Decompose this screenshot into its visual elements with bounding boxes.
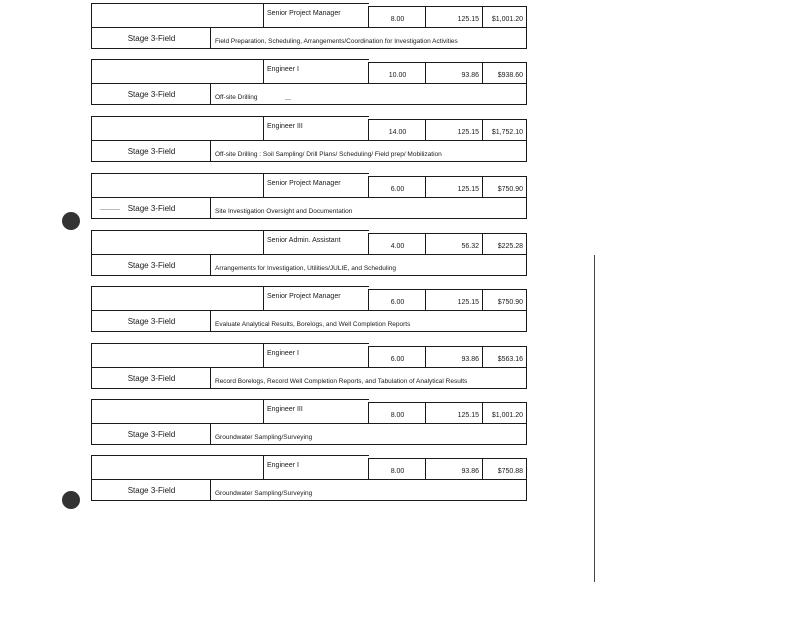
stage-cell: Stage 3-Field: [91, 83, 211, 105]
empty-cell: [91, 455, 264, 480]
empty-cell: [91, 343, 264, 368]
entry-7: [91, 343, 527, 389]
empty-cell: [91, 286, 264, 311]
rate-cell: 93.86: [425, 62, 483, 85]
hours-cell: 14.00: [368, 119, 426, 142]
personnel-role: Engineer I: [263, 343, 369, 368]
entry-3: [91, 116, 527, 162]
stage-cell: Stage 3-Field: [91, 197, 211, 219]
task-description: Evaluate Analytical Results, Borelogs, and Well Completion Reports: [210, 310, 527, 332]
rate-cell: 93.86: [425, 346, 483, 369]
stage-cell: Stage 3-Field: [91, 367, 211, 389]
empty-cell: [91, 230, 264, 255]
empty-cell: [91, 3, 264, 28]
hours-cell: 6.00: [368, 289, 426, 312]
stage-cell: Stage 3-Field: [91, 310, 211, 332]
total-cell: $1,001.20: [482, 402, 527, 425]
total-cell: $225.28: [482, 233, 527, 256]
rate-cell: 125.15: [425, 119, 483, 142]
task-description: Off-site Drilling : Soil Sampling/ Drill Plans/ Scheduling/ Field prep/ Mobilization: [210, 140, 527, 162]
task-description: Record Borelogs, Record Well Completion Reports, and Tabulation of Analytical Results: [210, 367, 527, 389]
total-cell: $938.60: [482, 62, 527, 85]
entry-6: [91, 286, 527, 332]
entry-4: [91, 173, 527, 219]
personnel-role: Engineer III: [263, 399, 369, 424]
empty-cell: [91, 173, 264, 198]
personnel-role: Engineer III: [263, 116, 369, 141]
hours-cell: 8.00: [368, 402, 426, 425]
scan-margin-line: [594, 255, 595, 582]
scan-smudge: [285, 99, 291, 100]
total-cell: $750.90: [482, 176, 527, 199]
hours-cell: 10.00: [368, 62, 426, 85]
total-cell: $563.16: [482, 346, 527, 369]
empty-cell: [91, 399, 264, 424]
personnel-role: Senior Admin. Assistant: [263, 230, 369, 255]
total-cell: $1,752.10: [482, 119, 527, 142]
hours-cell: 6.00: [368, 176, 426, 199]
stage-cell: Stage 3-Field: [91, 27, 211, 49]
stage-cell: Stage 3-Field: [91, 479, 211, 501]
personnel-role: Engineer I: [263, 455, 369, 480]
punch-hole-top: [62, 212, 80, 230]
stage-cell: Stage 3-Field: [91, 254, 211, 276]
total-cell: $1,001.20: [482, 6, 527, 29]
task-description: Off-site Drilling: [210, 83, 527, 105]
entry-8: [91, 399, 527, 445]
personnel-role: Engineer I: [263, 59, 369, 84]
hours-cell: 4.00: [368, 233, 426, 256]
empty-cell: [91, 59, 264, 84]
rate-cell: 125.15: [425, 402, 483, 425]
entry-1: [91, 3, 527, 49]
rate-cell: 56.32: [425, 233, 483, 256]
stage-cell: Stage 3-Field: [91, 140, 211, 162]
entry-9: [91, 455, 527, 501]
rate-cell: 125.15: [425, 176, 483, 199]
task-description: Site Investigation Oversight and Documentation: [210, 197, 527, 219]
total-cell: $750.88: [482, 458, 527, 481]
stage-cell: Stage 3-Field: [91, 423, 211, 445]
task-description: Field Preparation, Scheduling, Arrangements/Coordination for Investigation Activities: [210, 27, 527, 49]
scan-smudge: [100, 209, 120, 210]
rate-cell: 125.15: [425, 6, 483, 29]
punch-hole-bottom: [62, 491, 80, 509]
personnel-role: Senior Project Manager: [263, 173, 369, 198]
hours-cell: 8.00: [368, 6, 426, 29]
task-description: Groundwater Sampling/Surveying: [210, 479, 527, 501]
empty-cell: [91, 116, 264, 141]
personnel-role: Senior Project Manager: [263, 3, 369, 28]
rate-cell: 93.86: [425, 458, 483, 481]
entry-2: [91, 59, 527, 105]
task-description: Arrangements for Investigation, Utilities/JULIE, and Scheduling: [210, 254, 527, 276]
entry-5: [91, 230, 527, 276]
rate-cell: 125.15: [425, 289, 483, 312]
task-description: Groundwater Sampling/Surveying: [210, 423, 527, 445]
total-cell: $750.90: [482, 289, 527, 312]
hours-cell: 8.00: [368, 458, 426, 481]
hours-cell: 6.00: [368, 346, 426, 369]
personnel-role: Senior Project Manager: [263, 286, 369, 311]
